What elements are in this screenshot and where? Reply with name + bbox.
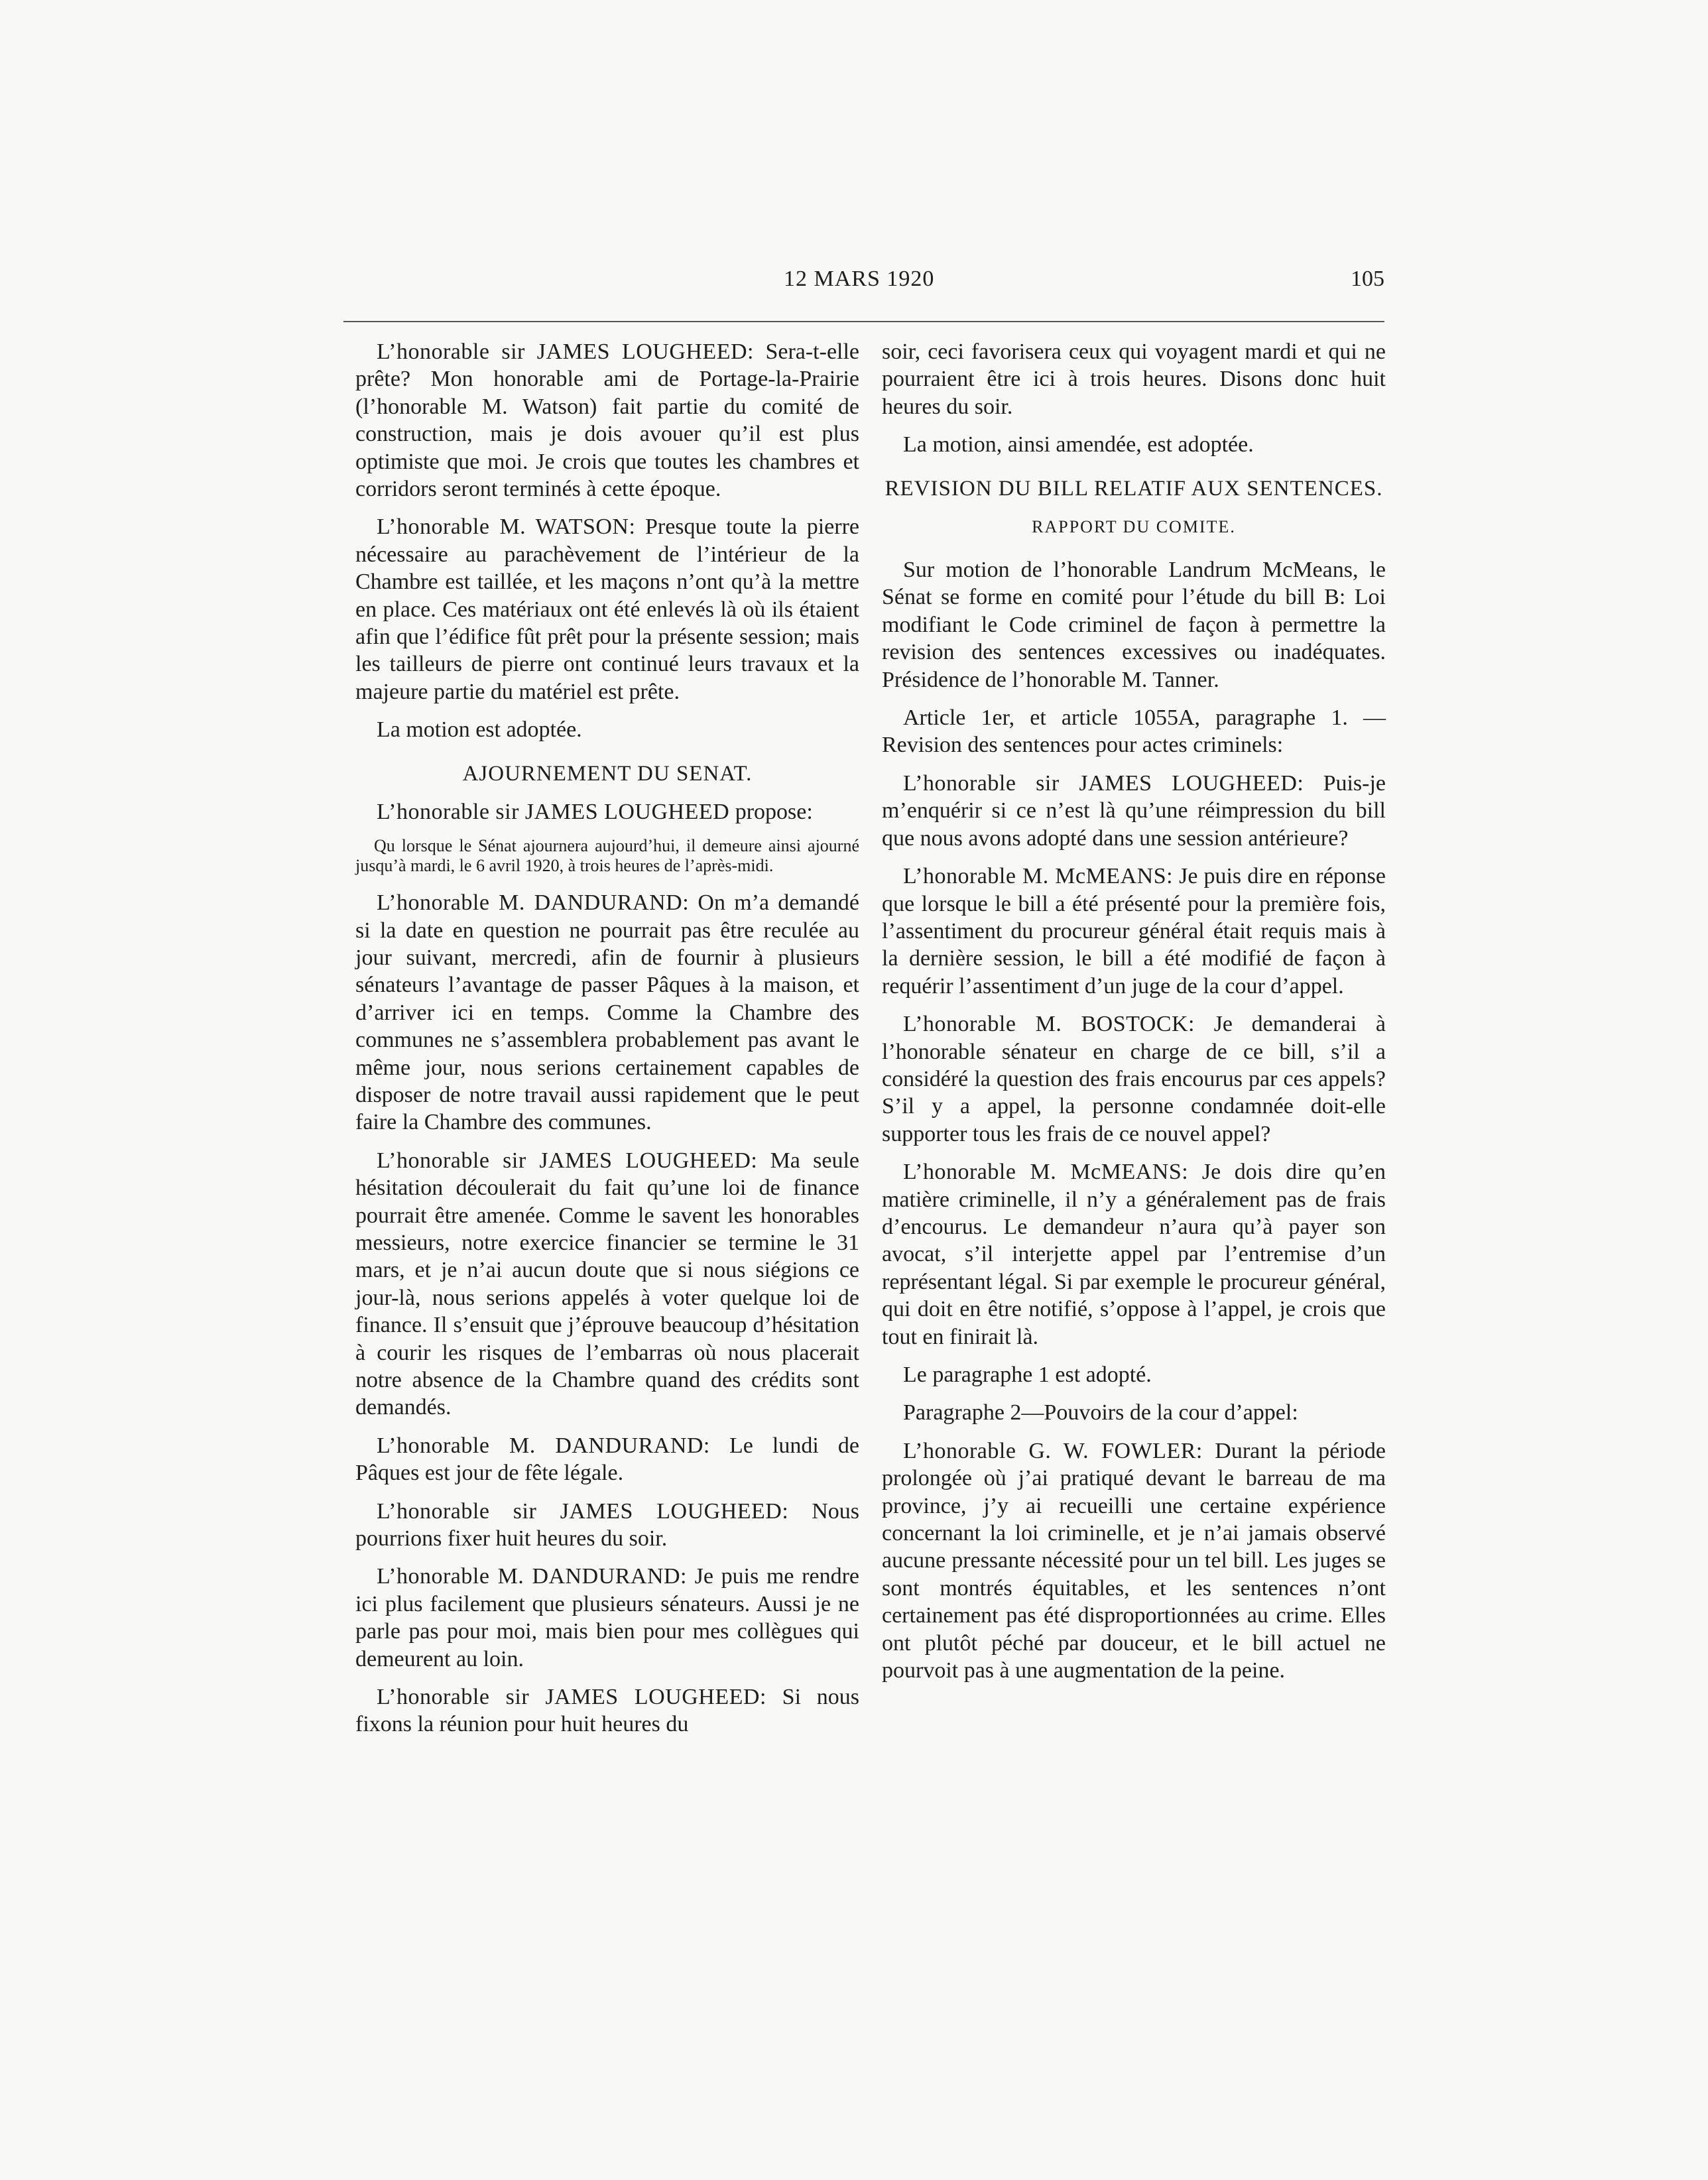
paragraph: Paragraphe 2—Pouvoirs de la cour d’appel: — [903, 1400, 1298, 1425]
section-heading: REVISION DU BILL RELATIF AUX SENTENCES. — [884, 476, 1383, 501]
speech-paragraph — [355, 798, 859, 825]
speech-paragraph — [882, 863, 1386, 1000]
right-column — [882, 338, 1386, 1695]
paragraph: Article 1er, et article 1055A, paragraphe 1. — Revision des sentences pour actes criminels: — [882, 705, 1386, 758]
speech-text: Je puis dire en réponse que lorsque le bill a été présenté pour la première fois, l’assentiment du procureur général était requis mais à la dernière session, le bill a été modifié de façon à requérir l’assentiment d’un juge de la cour d’appel. — [882, 864, 1386, 999]
speaker-name: L’honorable sir JAMES LOUGHEED: — [377, 1148, 758, 1173]
speech-text: Si nous fixons la réunion pour huit heures du — [355, 1685, 860, 1737]
speaker-name: L’honorable M. WATSON: — [377, 515, 636, 540]
speech-paragraph — [882, 1437, 1386, 1685]
speech-paragraph — [355, 1147, 859, 1422]
speaker-name: L’honorable M. BOSTOCK: — [903, 1012, 1195, 1037]
speech-text: Le lundi de Pâques est jour de fête légale. — [355, 1433, 860, 1486]
speech-text: Durant la période prolongée où j’ai pratiqué devant le barreau de ma province, j’y ai recueilli une certaine expérience concernant la loi criminelle, et je n’ai jamais observé aucune pressante nécessité pour un tel bill. Les juges se sont montrés équitables, et les sentences n’ont certainement pas été disproportionnées au crime. Elles ont plutôt péché par douceur, et le bill actuel ne pourvoit pas à une augmentation de la peine. — [882, 1438, 1386, 1683]
speech-paragraph — [355, 338, 859, 503]
paragraph: La motion est adoptée. — [377, 717, 582, 743]
paragraph: Sur motion de l’honorable Landrum McMeans, le Sénat se forme en comité pour l’étude du bill B: Loi modifiant le Code criminel de façon à permettre la revision des sentences excessives ou inadéquates. Présidence de l’honorable M. Tanner. — [882, 558, 1386, 692]
motion-quote: Qu lorsque le Sénat ajournera aujourd’hui, il demeure ainsi ajourné jusqu’à mardi, le 6 avril 1920, à trois heures de l’après-midi. — [355, 836, 859, 876]
speech-paragraph — [355, 1683, 859, 1738]
speaker-name: L’honorable M. McMEANS: — [903, 1160, 1189, 1185]
left-column — [355, 338, 859, 1749]
header-date: 12 MARS 1920 — [784, 267, 935, 291]
speaker-name: L’honorable sir JAMES LOUGHEED: — [377, 1498, 789, 1524]
section-heading: AJOURNEMENT DU SENAT. — [462, 761, 753, 786]
speech-paragraph — [882, 1010, 1386, 1148]
speech-text: propose: — [735, 799, 813, 824]
continued-paragraph: soir, ceci favorisera ceux qui voyagent mardi et qui ne pourraient être ici à trois heures. Disons donc huit heures du soir. — [882, 339, 1386, 419]
speech-text: Je dois dire qu’en matière criminelle, il n’y a généralement pas de frais d’encourus. Le demandeur n’aura qu’à payer son avocat, s’il interjette appel par l’entremise d’un représentant légal. Si par exemple le procureur général, qui doit en être notifié, s’oppose à l’appel, je crois que tout en finirait là. — [882, 1160, 1386, 1349]
speaker-name: L’honorable M. DANDURAND: — [377, 1564, 688, 1589]
page-number: 105 — [1351, 267, 1384, 291]
speech-paragraph — [355, 513, 859, 705]
speech-text: Sera-t-elle prête? Mon honorable ami de Portage-la-Prairie (l’honorable M. Watson) fait partie du comité de construction, mais je dois avouer qu’il est plus optimiste que moi. Je crois que toutes les chambres et corridors seront terminés à cette époque. — [355, 339, 860, 502]
speech-text: Nous pourrions fixer huit heures du soir. — [355, 1498, 859, 1551]
page-header — [343, 263, 1384, 298]
speech-paragraph — [355, 889, 859, 1136]
speaker-name: L’honorable G. W. FOWLER: — [903, 1438, 1203, 1463]
paragraph: La motion, ainsi amendée, est adoptée. — [903, 432, 1254, 457]
speaker-name: L’honorable sir JAMES LOUGHEED — [377, 799, 730, 824]
speaker-name: L’honorable sir JAMES LOUGHEED: — [377, 339, 754, 364]
speaker-name: L’honorable sir JAMES LOUGHEED: — [377, 1685, 766, 1710]
section-subheading: RAPPORT DU COMITE. — [1032, 516, 1236, 536]
speaker-name: L’honorable sir JAMES LOUGHEED: — [903, 770, 1304, 796]
speech-paragraph — [355, 1498, 859, 1553]
header-rule — [343, 321, 1384, 322]
speech-paragraph — [355, 1563, 859, 1673]
speech-text: Puis-je m’enquérir si ce n’est là qu’une réimpression du bill que nous avons adopté dans une session antérieure? — [882, 770, 1386, 851]
speech-text: Je demanderai à l’honorable sénateur en charge de ce bill, s’il a considéré la question des frais encourus par ces appels? S’il y a appel, la personne condamnée doit-elle supporter tous les frais de ce nouvel appel? — [882, 1012, 1386, 1146]
speech-text: On m’a demandé si la date en question ne pourrait pas être reculée au jour suivant, mercredi, afin de fournir à plusieurs sénateurs l’avantage de passer Pâques à la maison, et d’arriver ici en temps. Comme la Chambre des communes ne s’assemblera probablement pas avant le même jour, nous serions certainement capables de disposer de notre travail aussi rapidement que le peut faire la Chambre des communes. — [355, 890, 859, 1135]
speech-text: Je puis me rendre ici plus facilement que plusieurs sénateurs. Aussi je ne parle pas pour moi, mais bien pour mes collègues qui demeurent au loin. — [355, 1564, 859, 1671]
speech-text: Presque toute la pierre nécessaire au parachèvement de l’intérieur de la Chambre est taillée, et les maçons n’ont qu’à la mettre en place. Ces matériaux ont été enlevés là où ils étaient afin que l’édifice fût prêt pour la présente session; mais les tailleurs de pierre ont continué leurs travaux et la majeure partie du matériel est prête. — [355, 515, 859, 704]
speaker-name: L’honorable M. DANDURAND: — [377, 1433, 710, 1458]
speech-paragraph — [355, 1432, 859, 1487]
speech-text: Ma seule hésitation découlerait du fait qu’une loi de finance pourrait être amenée. Comme le savent les honorables messieurs, notre exercice financier se termine le 31 mars, et je n’ai aucun doute que si nous siégions ce jour-là, nous serions appelés à voter quelque loi de finance. Il s’ensuit que j’éprouve beaucoup d’hésitation à courir les risques de l’embarras où nous placerait notre absence de la Chambre quand des crédits sont demandés. — [355, 1148, 859, 1420]
speaker-name: L’honorable M. McMEANS: — [903, 864, 1174, 889]
paragraph: Le paragraphe 1 est adopté. — [903, 1362, 1152, 1387]
speech-paragraph — [882, 770, 1386, 852]
speaker-name: L’honorable M. DANDURAND: — [377, 890, 690, 916]
speech-paragraph — [882, 1158, 1386, 1351]
